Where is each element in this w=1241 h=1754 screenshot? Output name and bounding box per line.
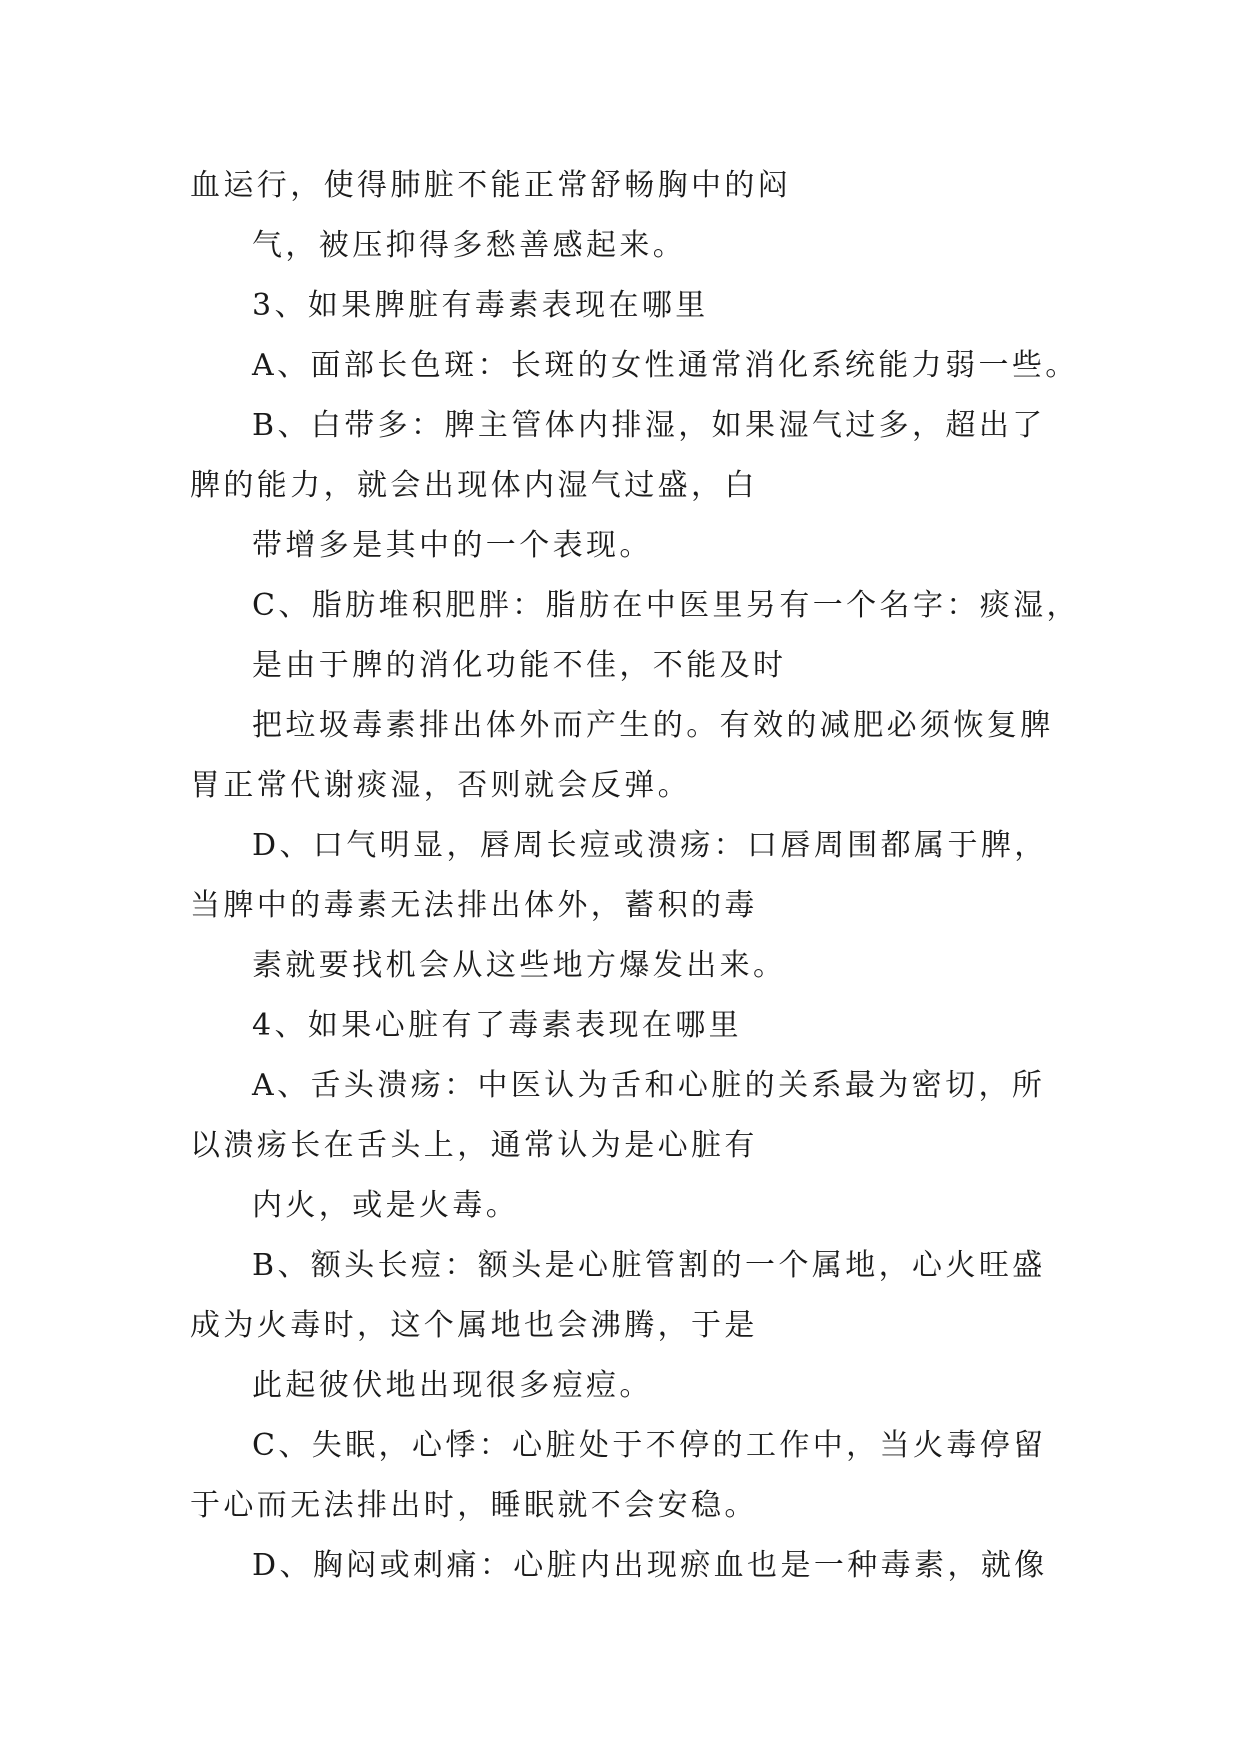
text-line: D、口气明显，唇周长痘或溃疡：口唇周围都属于脾， bbox=[252, 828, 1048, 863]
section-heading: 4、如果心脏有了毒素表现在哪里 bbox=[252, 1008, 743, 1043]
text-line: 把垃圾毒素排出体外而产生的。有效的减肥必须恢复脾 bbox=[252, 708, 1054, 743]
text-line: 素就要找机会从这些地方爆发出来。 bbox=[252, 948, 787, 983]
text-line: 血运行，使得肺脏不能正常舒畅胸中的闷 bbox=[190, 168, 792, 203]
text-line: B、额头长痘：额头是心脏管割的一个属地，心火旺盛 bbox=[252, 1248, 1046, 1283]
text-line: 以溃疡长在舌头上，通常认为是心脏有 bbox=[190, 1128, 758, 1163]
text-line: 此起彼伏地出现很多痘痘。 bbox=[252, 1368, 653, 1403]
text-line: 气，被压抑得多愁善感起来。 bbox=[252, 228, 687, 263]
text-line: 带增多是其中的一个表现。 bbox=[252, 528, 653, 563]
text-line: 当脾中的毒素无法排出体外，蓄积的毒 bbox=[190, 888, 758, 923]
text-line: 脾的能力，就会出现体内湿气过盛，白 bbox=[190, 468, 758, 503]
text-line: 胃正常代谢痰湿，否则就会反弹。 bbox=[190, 768, 691, 803]
text-line: 于心而无法排出时，睡眠就不会安稳。 bbox=[190, 1488, 758, 1523]
section-heading: 3、如果脾脏有毒素表现在哪里 bbox=[252, 288, 709, 323]
text-line: D、胸闷或刺痛：心脏内出现瘀血也是一种毒素，就像 bbox=[252, 1548, 1048, 1583]
text-line: 是由于脾的消化功能不佳，不能及时 bbox=[252, 648, 787, 683]
text-line: 内火，或是火毒。 bbox=[252, 1188, 520, 1223]
text-line: C、失眠，心悸：心脏处于不停的工作中，当火毒停留 bbox=[252, 1428, 1047, 1463]
text-line: A、面部长色斑：长斑的女性通常消化系统能力弱一些。 bbox=[252, 348, 1079, 383]
text-line: C、脂肪堆积肥胖：脂肪在中医里另有一个名字：痰湿， bbox=[252, 588, 1080, 623]
text-line: 成为火毒时，这个属地也会沸腾，于是 bbox=[190, 1308, 758, 1343]
text-line: B、白带多：脾主管体内排湿，如果湿气过多，超出了 bbox=[252, 408, 1046, 443]
text-line: A、舌头溃疡：中医认为舌和心脏的关系最为密切，所 bbox=[252, 1068, 1046, 1103]
